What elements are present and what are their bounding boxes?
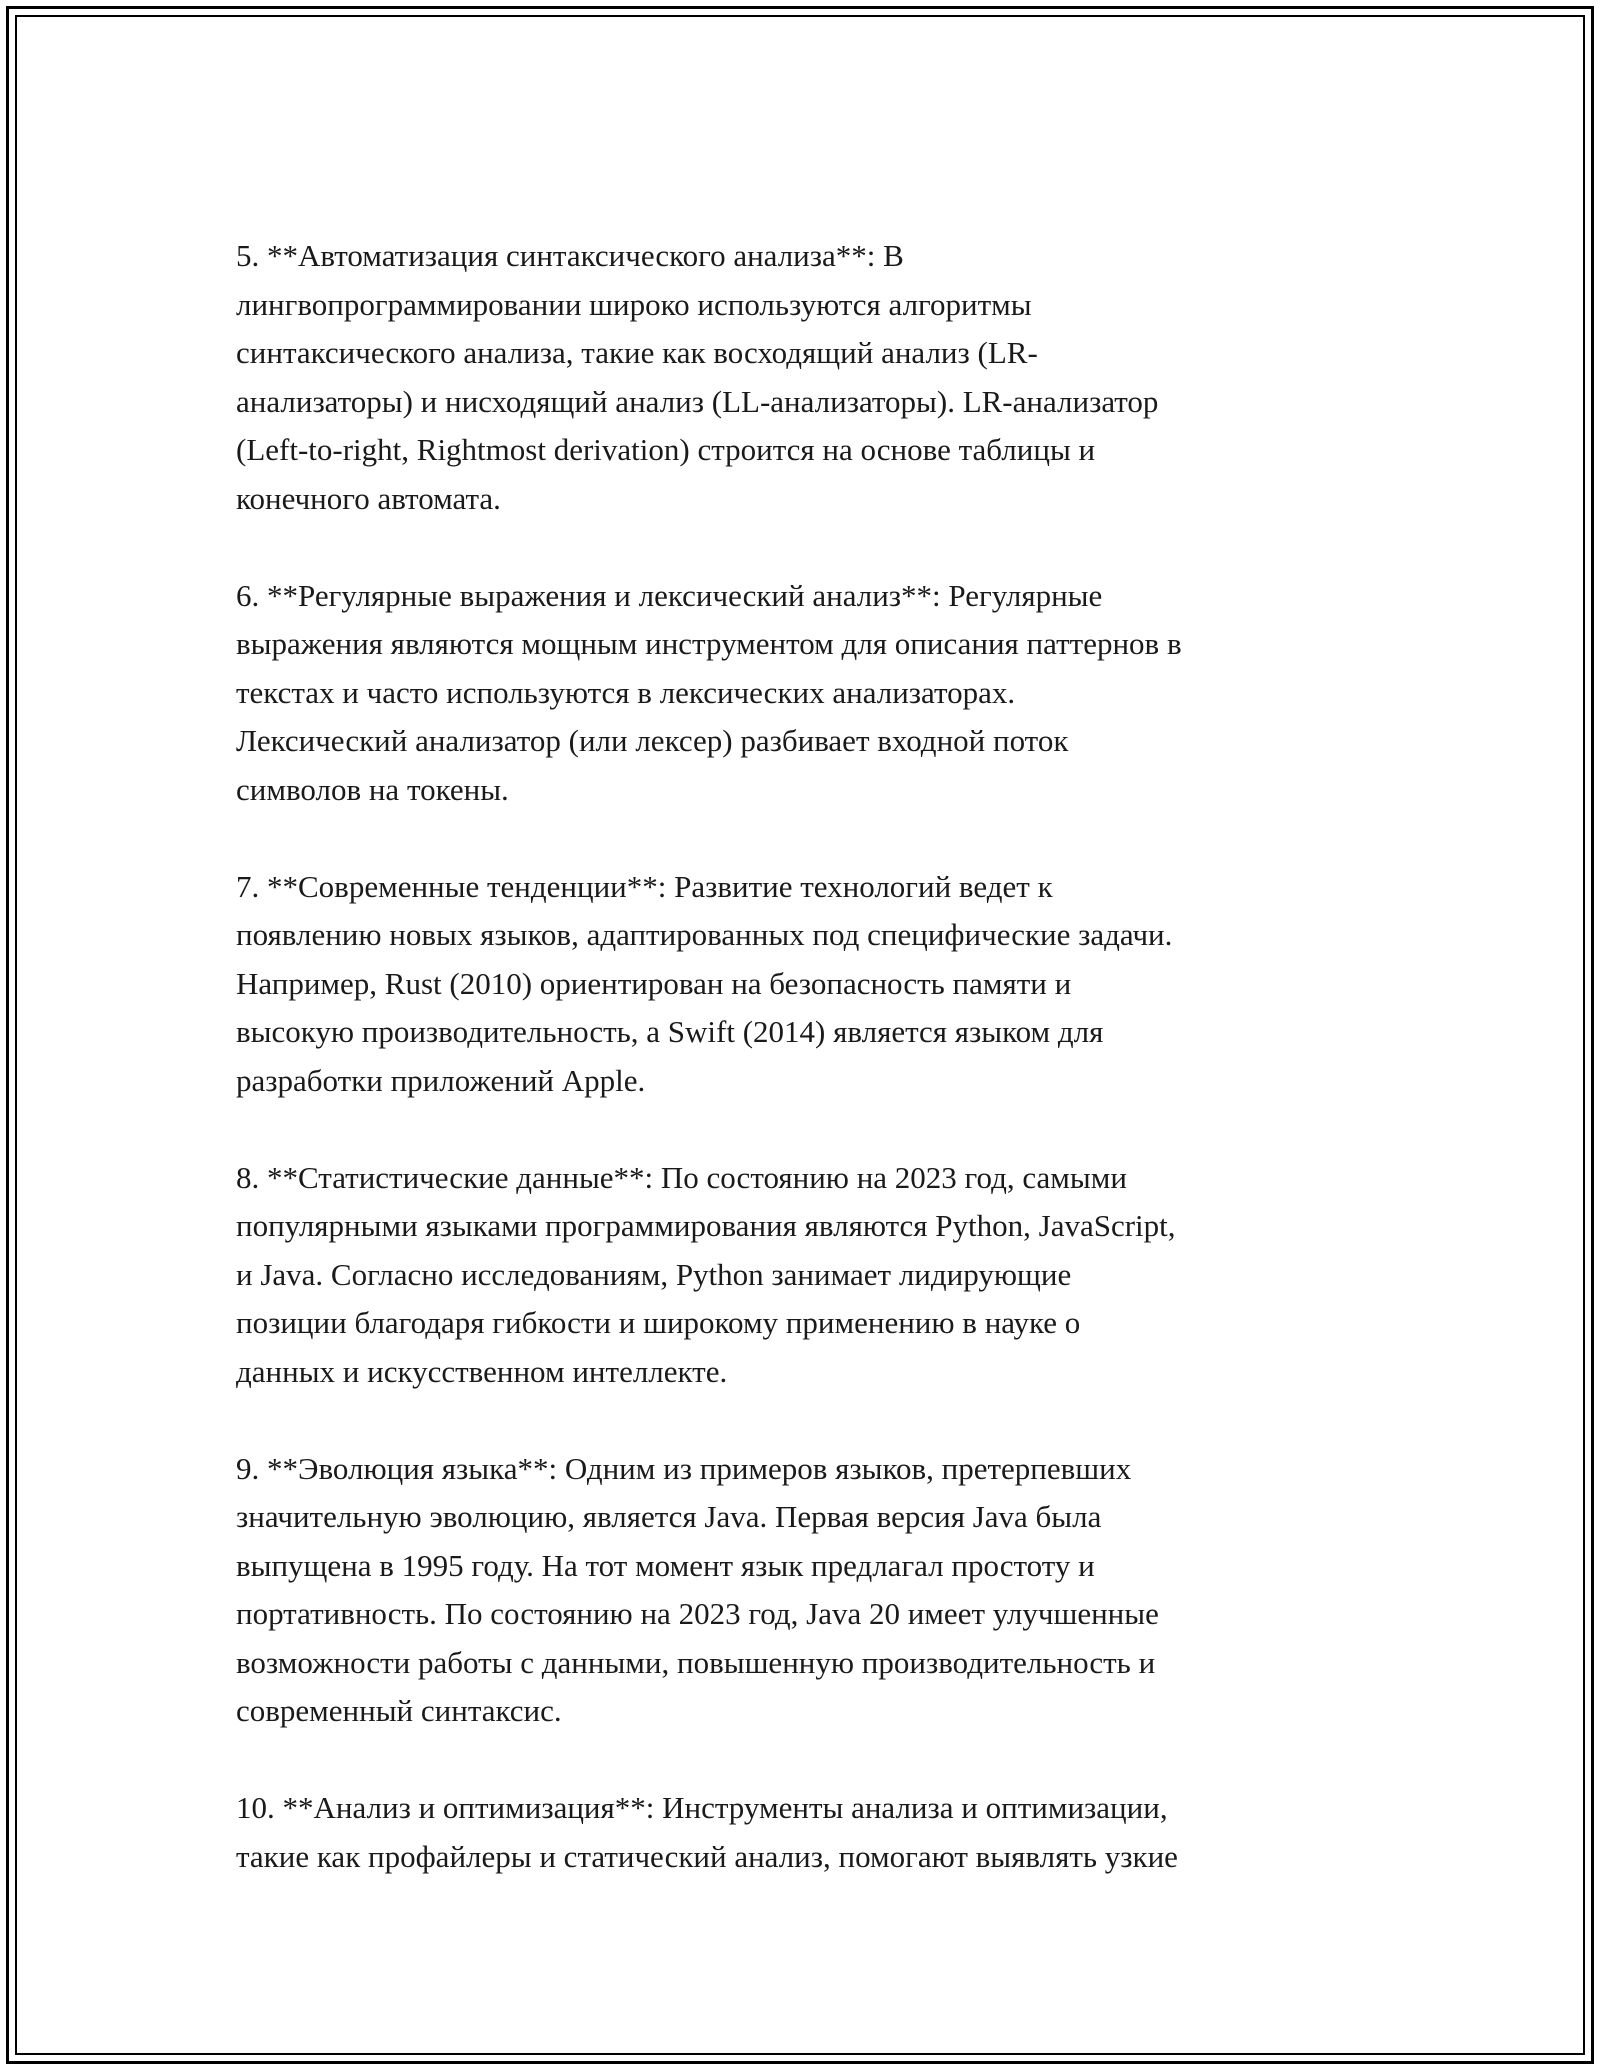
paragraph-item-5: 5. **Автоматизация синтаксического анализа**: В лингвопрограммировании широко используются алгоритмы синтаксического анализа, такие как восходящий анализ (LR- анализаторы) и нисходящий анализ (LL-анализаторы). LR-анализатор (Left-to-right, Rightmost derivation) строится на основе таблицы и конечного автомата. xyxy=(236,238,1159,516)
paragraph-item-8: 8. **Статистические данные**: По состоянию на 2023 год, самыми популярными языками программирования являются Python, JavaScript, и Java. Согласно исследованиям, Python занимает лидирующие позиции благодаря гибкости и широкому применению в науке о данных и искусственном интеллекте. xyxy=(236,1159,1176,1389)
document-text xyxy=(236,232,1366,1881)
paragraph-item-10: 10. **Анализ и оптимизация**: Инструменты анализа и оптимизации, такие как профайлеры и статический анализ, помогают выявлять узкие xyxy=(236,1790,1178,1874)
paragraph-item-7: 7. **Современные тенденции**: Развитие технологий ведет к появлению новых языков, адаптированных под специфические задачи. Например, Rust (2010) ориентирован на безопасность памяти и высокую производительность, а Swift (2014) является языком для разработки приложений Apple. xyxy=(236,868,1173,1098)
paragraph-item-6: 6. **Регулярные выражения и лексический анализ**: Регулярные выражения являются мощным инструментом для описания паттернов в текстах и часто используются в лексических анализаторах. Лексический анализатор (или лексер) разбивает входной поток символов на токены. xyxy=(236,577,1182,807)
paragraph-item-9: 9. **Эволюция языка**: Одним из примеров языков, претерпевших значительную эволюцию, является Java. Первая версия Java была выпущена в 1995 году. На тот момент язык предлагал простоту и портативность. По состоянию на 2023 год, Java 20 имеет улучшенные возможности работы с данными, повышенную производительность и современный синтаксис. xyxy=(236,1450,1159,1728)
